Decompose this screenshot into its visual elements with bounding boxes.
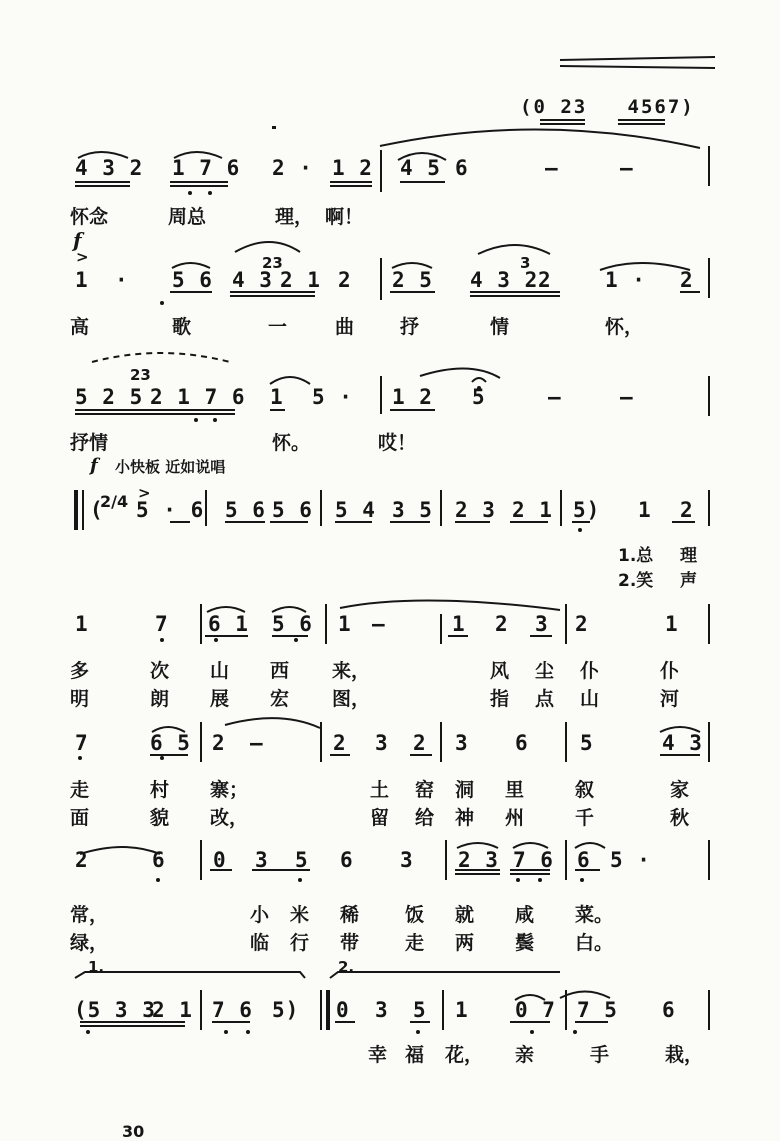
note-group: 4 3 <box>662 731 703 755</box>
lyric: 河 <box>660 688 680 710</box>
barline <box>380 376 382 414</box>
lyric: 周总 <box>168 206 207 228</box>
lyric: 土 <box>370 779 390 801</box>
note: 6 <box>662 998 676 1022</box>
barline <box>440 490 442 526</box>
barline <box>442 990 444 1030</box>
tempo-marking: 小快板 近如说唱 <box>115 458 226 476</box>
lyric: 就 <box>455 904 475 926</box>
note-group: 1 2 <box>392 385 433 409</box>
note: 6 <box>577 848 591 872</box>
repeat-end-thick <box>326 990 330 1030</box>
lyric: 曲 <box>335 316 355 338</box>
note: 1 <box>338 612 352 636</box>
note-group: 7 6 <box>212 998 253 1022</box>
note-group: 5 6 <box>272 498 313 522</box>
lyric: 哎！ <box>378 432 417 454</box>
dot: · <box>115 268 129 292</box>
lyric: 幸 <box>368 1044 388 1066</box>
note: 1 <box>665 612 679 636</box>
barline <box>708 146 710 186</box>
lyric: 村 <box>150 779 170 801</box>
lyric: 家 <box>670 779 690 801</box>
lyric: 里 <box>505 779 525 801</box>
note-group: 2 5 <box>392 268 433 292</box>
accent-mark: > <box>138 484 151 502</box>
barline <box>708 840 710 880</box>
repeat-end-thin <box>320 990 322 1030</box>
lyric: 窑 <box>415 779 435 801</box>
lyric: 宏 <box>270 688 290 710</box>
barline <box>440 722 442 762</box>
barline <box>320 722 322 762</box>
lyric: 亲 <box>515 1044 535 1066</box>
note: 2 <box>413 731 427 755</box>
note-group: 2 1 <box>512 498 553 522</box>
lyric: 尘 <box>535 660 555 682</box>
barline <box>325 604 327 644</box>
note: 1 <box>75 268 89 292</box>
note-group: 5 6 <box>272 612 313 636</box>
note: 2 <box>495 612 509 636</box>
note: 3 <box>375 731 389 755</box>
note: 6 <box>340 848 354 872</box>
note: 1 <box>452 612 466 636</box>
lyric: 带 <box>340 932 360 954</box>
lyric: 图， <box>332 688 371 710</box>
barline <box>565 990 567 1030</box>
lyric: 高 <box>70 316 90 338</box>
accent-mark: > <box>76 248 89 266</box>
note-group: 4 3 2 <box>75 156 144 180</box>
dash: — <box>548 385 562 409</box>
note-group: 0 7 <box>515 998 556 1022</box>
note: 5 <box>413 998 427 1022</box>
note-group: 5 · <box>610 848 651 872</box>
note-group: 2 1 <box>280 268 321 292</box>
note: 1 <box>638 498 652 522</box>
note-group: 5) <box>573 498 601 522</box>
barline <box>205 490 207 526</box>
note-group: 2 · <box>272 156 313 180</box>
lyric: 饭 <box>405 904 425 926</box>
verse-label: 理 <box>680 546 697 566</box>
lyric: 福 <box>405 1044 425 1066</box>
volta-2-label: 2. <box>338 958 355 976</box>
lyric: 山 <box>580 688 600 710</box>
lyric: 稀 <box>340 904 360 926</box>
barline <box>445 840 447 880</box>
note-group: 3 5 <box>392 498 433 522</box>
lyric: 多 <box>70 660 90 682</box>
note: 2 <box>212 731 226 755</box>
lyric: 仆 <box>660 660 680 682</box>
lyric: 走 <box>70 779 90 801</box>
lyric: 叙 <box>575 779 595 801</box>
note: 3 <box>255 848 269 872</box>
lyric: 次 <box>150 660 170 682</box>
note: 0 <box>213 848 227 872</box>
barline <box>560 490 562 526</box>
lyric: 貌 <box>150 807 170 829</box>
lyric: 小 <box>250 904 270 926</box>
lyric: 州 <box>505 807 525 829</box>
barline <box>565 604 567 644</box>
lyric: 指 <box>490 688 510 710</box>
note: 3 <box>535 612 549 636</box>
note-group: 1 7 6 <box>172 156 241 180</box>
note: 2 <box>680 498 694 522</box>
barline <box>708 376 710 416</box>
grace-note: 23 <box>262 254 283 272</box>
note: 5 <box>580 731 594 755</box>
lyric: 手 <box>590 1044 610 1066</box>
barline <box>380 258 382 300</box>
note-group: 5) <box>272 998 300 1022</box>
lyric: 咸 <box>515 904 535 926</box>
lyric: 西 <box>270 660 290 682</box>
lyric: 米 <box>290 904 310 926</box>
dash: — <box>545 156 559 180</box>
page-number: 30 <box>122 1122 145 1141</box>
repeat-start-thin <box>82 490 84 530</box>
note-group: 5 6 <box>225 498 266 522</box>
dash: — <box>620 385 634 409</box>
lyric: 歌 <box>172 316 192 338</box>
note: 5 <box>295 848 309 872</box>
note-group: 5 4 <box>335 498 376 522</box>
lyric: 点 <box>535 688 555 710</box>
verse-label: 声 <box>680 571 697 591</box>
note-fermata: 5 <box>472 385 486 409</box>
barline <box>565 722 567 762</box>
note: 2 <box>75 848 89 872</box>
lyric: 给 <box>415 807 435 829</box>
note-group: 2 1 <box>152 998 193 1022</box>
lyric: 寨； <box>210 779 249 801</box>
note-group: 6 5 <box>150 731 191 755</box>
lyric: 山 <box>210 660 230 682</box>
barline <box>708 722 710 762</box>
lyric: 改， <box>210 807 249 829</box>
dash: — <box>250 731 264 755</box>
note-group: 7 5 <box>577 998 618 1022</box>
note-group: 2 3 <box>458 848 499 872</box>
lyric: 绿， <box>70 932 109 954</box>
lyric: 情 <box>490 316 510 338</box>
lyric: 面 <box>70 807 90 829</box>
lyric: 常， <box>70 904 109 926</box>
lyric: 展 <box>210 688 230 710</box>
note-group: (5 3 3 <box>74 998 156 1022</box>
lyric: 菜。 <box>575 904 614 926</box>
dash: — <box>372 612 386 636</box>
time-signature: 2/4 <box>100 492 129 511</box>
note: 3 <box>375 998 389 1022</box>
barline <box>320 490 322 526</box>
lyric: 啊！ <box>325 206 364 228</box>
note: 1 <box>270 385 284 409</box>
note-group: 5 2 5 <box>75 385 144 409</box>
barline <box>200 990 202 1030</box>
note-group: 1 2 <box>332 156 373 180</box>
verse-label: 1.总 <box>618 546 654 566</box>
lyric: 抒情 <box>70 432 109 454</box>
note-group: 5 · <box>312 385 353 409</box>
lyric: 栽， <box>665 1044 704 1066</box>
lyric: 怀念 <box>70 206 109 228</box>
barline <box>708 604 710 644</box>
note-group: 2 3 <box>455 498 496 522</box>
note: 6 <box>455 156 469 180</box>
lyric: 抒 <box>400 316 420 338</box>
repeat-start-thick <box>74 490 78 530</box>
note: 7 <box>155 612 169 636</box>
barline <box>565 840 567 880</box>
lyric: 花， <box>445 1044 484 1066</box>
note: 2 <box>333 731 347 755</box>
lyric: 行 <box>290 932 310 954</box>
barline <box>200 722 202 762</box>
note: 7 <box>75 731 89 755</box>
intro-phrase: (0 23 4567) <box>520 96 695 118</box>
lyric: 走 <box>405 932 425 954</box>
lyric: 朗 <box>150 688 170 710</box>
lyric: 仆 <box>580 660 600 682</box>
barline <box>708 990 710 1030</box>
barline <box>440 614 442 644</box>
note: 6 <box>152 848 166 872</box>
note-group: 5 6 <box>172 268 213 292</box>
lyric: 风 <box>490 660 510 682</box>
note-group: 2 1 7 6 <box>150 385 246 409</box>
paren: ( <box>90 498 104 522</box>
lyric: 明 <box>70 688 90 710</box>
note: 3 <box>400 848 414 872</box>
note: 0 <box>336 998 350 1022</box>
note-group: 4 3 <box>232 268 273 292</box>
volta-1-label: 1. <box>88 958 105 976</box>
note: 3 <box>455 731 469 755</box>
barline <box>200 840 202 880</box>
lyric: 神 <box>455 807 475 829</box>
note-group: 5 · 6 <box>136 498 205 522</box>
note-group: 7 6 <box>513 848 554 872</box>
grace-note: 3 <box>520 254 531 272</box>
barline <box>708 490 710 526</box>
lyric: 理， <box>275 206 314 228</box>
note: 2 <box>338 268 352 292</box>
lyric: 两 <box>455 932 475 954</box>
lyric: 怀。 <box>272 432 311 454</box>
note: 1 <box>75 612 89 636</box>
dash: — <box>620 156 634 180</box>
note-group: 1 · <box>605 268 646 292</box>
lyric: 千 <box>575 807 595 829</box>
barline <box>200 604 202 644</box>
lyric: 一 <box>268 316 288 338</box>
lyric: 来， <box>332 660 371 682</box>
barline <box>380 150 382 192</box>
note: 1 <box>455 998 469 1022</box>
lyric: 临 <box>250 932 270 954</box>
lyric: 留 <box>370 807 390 829</box>
note: 2 <box>575 612 589 636</box>
lyric: 白。 <box>575 932 614 954</box>
grace-note: 23 <box>130 366 151 384</box>
dynamic-forte: f <box>90 455 98 476</box>
note-group: 4 5 <box>400 156 441 180</box>
note: 2 <box>680 268 694 292</box>
barline <box>708 258 710 298</box>
dynamic-forte: f <box>73 228 82 252</box>
note: 6 <box>515 731 529 755</box>
note-group: 6 1 <box>208 612 249 636</box>
verse-label: 2.笑 <box>618 571 654 591</box>
note: 2 <box>538 268 552 292</box>
note-group: 4 3 2 <box>470 268 539 292</box>
lyric: 怀， <box>605 316 644 338</box>
lyric: 秋 <box>670 807 690 829</box>
lyric: 洞 <box>455 779 475 801</box>
lyric: 鬓 <box>515 932 535 954</box>
